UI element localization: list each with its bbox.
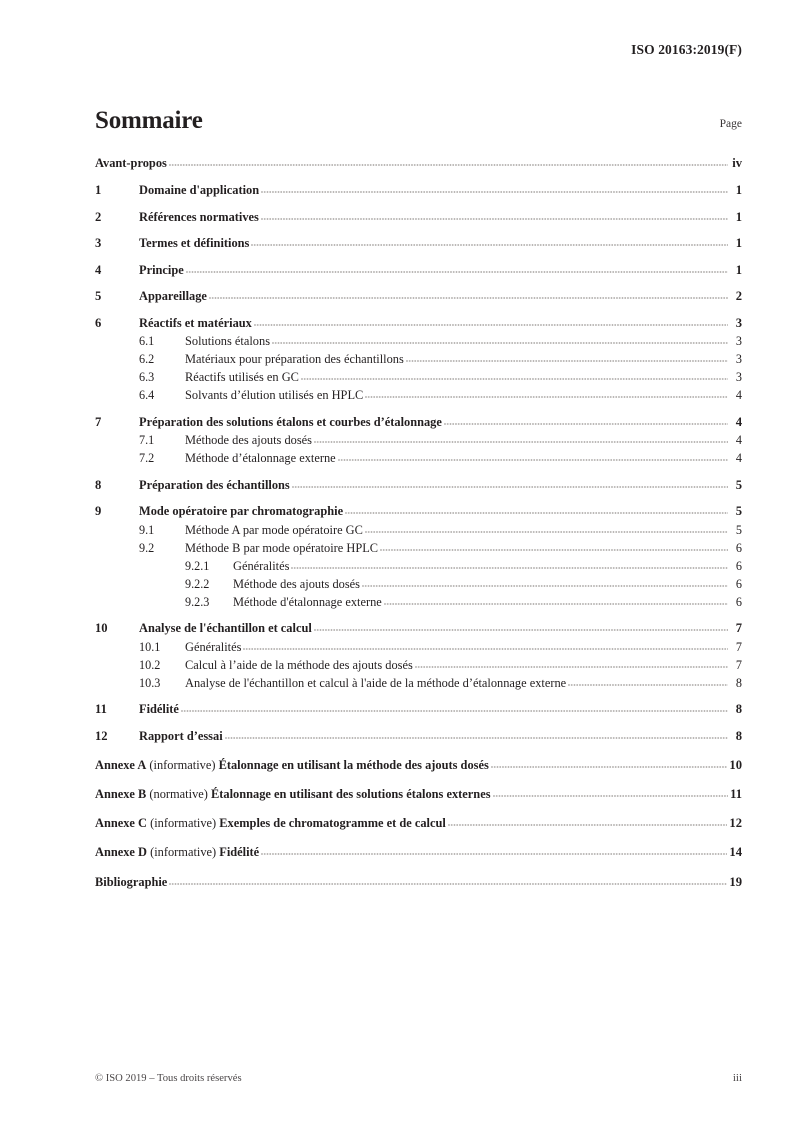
toc-entry-clause-11[interactable] xyxy=(95,701,742,716)
toc-entry-page: 19 xyxy=(729,874,742,889)
toc-entry-page: 4 xyxy=(735,433,742,448)
toc-entry-label: Avant-propos xyxy=(95,156,167,171)
toc-entry-number: 5 xyxy=(95,289,102,304)
toc-entry-label: Rapport d’essai xyxy=(139,728,223,743)
dot-leader xyxy=(272,333,728,345)
toc-entry-clause-6-2[interactable] xyxy=(95,351,742,366)
toc-entry-label: Mode opératoire par chromatographie xyxy=(139,504,344,519)
toc-entry-page: 1 xyxy=(735,262,742,277)
toc-entry-label: Généralités xyxy=(233,558,290,573)
dot-leader xyxy=(169,873,727,885)
toc-entry-label: Appareillage xyxy=(139,289,207,304)
dot-leader xyxy=(291,557,728,569)
annex-name: Annexe D xyxy=(95,845,147,860)
toc-entry-label: Solvants d’élution utilisés en HPLC xyxy=(185,388,364,403)
toc-entry-page: 3 xyxy=(735,352,742,367)
dot-leader xyxy=(406,351,728,363)
toc-entry-page: 8 xyxy=(735,702,742,717)
page-footer xyxy=(95,1072,742,1084)
annex-kind: (informative) xyxy=(149,757,216,772)
toc-entry-number: 3 xyxy=(95,236,102,251)
toc-entry-clause-6-1[interactable] xyxy=(95,333,742,348)
toc-entry-clause-6[interactable] xyxy=(95,314,742,329)
toc-entry-number: 9 xyxy=(95,504,102,519)
toc-entry-clause-7-2[interactable] xyxy=(95,450,742,465)
dot-leader xyxy=(261,844,727,856)
toc-entry-clause-9-1[interactable] xyxy=(95,522,742,537)
toc-entry-clause-10-3[interactable] xyxy=(95,674,742,689)
toc-entry-number: 6.2 xyxy=(139,352,155,367)
toc-entry-label: Bibliographie xyxy=(95,874,168,889)
toc-entry-annexe-d[interactable] xyxy=(95,844,742,859)
toc-entry-clause-9-2-2[interactable] xyxy=(95,575,742,590)
dot-leader xyxy=(186,261,728,273)
toc-entry-clause-9-2-1[interactable] xyxy=(95,557,742,572)
toc-entry-number: 2 xyxy=(95,209,102,224)
toc-entry-clause-1[interactable] xyxy=(95,182,742,197)
dot-leader xyxy=(380,539,728,551)
dot-leader xyxy=(365,387,728,399)
toc-entry-page: 6 xyxy=(735,540,742,555)
toc-entry-label: Termes et définitions xyxy=(139,236,250,251)
toc-entry-page: 7 xyxy=(735,621,742,636)
toc-entry-clause-3[interactable] xyxy=(95,235,742,250)
annex-name: Annexe B xyxy=(95,787,147,802)
dot-leader xyxy=(243,638,728,650)
toc-entry-clause-4[interactable] xyxy=(95,261,742,276)
toc-entry-page: 14 xyxy=(729,845,742,860)
toc-entry-page: iv xyxy=(732,156,742,171)
document-reference-header: ISO 20163:2019(F) xyxy=(631,42,742,57)
toc-entry-number: 6.1 xyxy=(139,334,155,349)
copyright-notice: © ISO 2019 – Tous droits réservés xyxy=(95,1073,242,1084)
toc-entry-number: 4 xyxy=(95,262,102,277)
toc-entry-number: 10 xyxy=(95,621,108,636)
toc-entry-page: 7 xyxy=(735,657,742,672)
dot-leader xyxy=(254,314,728,326)
annex-name: Annexe A xyxy=(95,757,147,772)
dot-leader xyxy=(181,701,728,713)
toc-entry-page: 5 xyxy=(735,477,742,492)
toc-entry-label: Principe xyxy=(139,262,184,277)
toc-entry-label: Généralités xyxy=(185,639,242,654)
toc-entry-page: 3 xyxy=(735,334,742,349)
toc-entry-page: 3 xyxy=(735,315,742,330)
toc-entry-clause-12[interactable] xyxy=(95,727,742,742)
toc-entry-page: 6 xyxy=(735,558,742,573)
annex-kind: (informative) xyxy=(150,816,217,831)
toc-entry-clause-9[interactable] xyxy=(95,503,742,518)
toc-entry-number: 9.2.3 xyxy=(185,594,210,609)
dot-leader xyxy=(415,656,728,668)
toc-entry-annexe-c[interactable] xyxy=(95,815,742,830)
toc-entry-number: 1 xyxy=(95,182,102,197)
toc-entry-label: Fidélité xyxy=(139,702,179,717)
toc-entry-number: 10.3 xyxy=(139,675,161,690)
toc-entry-page: 5 xyxy=(735,504,742,519)
toc-entry-label: Méthode des ajouts dosés xyxy=(233,576,360,591)
toc-entry-clause-6-3[interactable] xyxy=(95,369,742,384)
toc-entry-label: Méthode d’étalonnage externe xyxy=(185,451,336,466)
dot-leader xyxy=(338,450,728,462)
toc-entry-number: 11 xyxy=(95,702,107,717)
toc-entry-number: 9.2 xyxy=(139,540,155,555)
dot-leader xyxy=(365,522,728,534)
toc-entry-page: 10 xyxy=(729,757,742,772)
dot-leader xyxy=(209,288,728,300)
toc-entry-label: Analyse de l'échantillon et calcul à l'aide de la méthode d’étalonnage externe xyxy=(185,675,567,690)
toc-entry-avant-propos[interactable] xyxy=(95,155,742,170)
dot-leader xyxy=(314,432,728,444)
toc-entry-page: 2 xyxy=(735,289,742,304)
toc-entry-number: 7 xyxy=(95,414,102,429)
annex-title: Étalonnage en utilisant la méthode des ajouts dosés xyxy=(218,757,489,772)
toc-entry-page: 8 xyxy=(735,728,742,743)
dot-leader xyxy=(225,727,728,739)
dot-leader xyxy=(169,155,728,167)
toc-entry-page: 6 xyxy=(735,576,742,591)
toc-entry-label: Références normatives xyxy=(139,209,259,224)
toc-entry-number: 7.2 xyxy=(139,451,155,466)
dot-leader xyxy=(493,786,728,798)
toc-entry-number: 9.2.1 xyxy=(185,558,210,573)
dot-leader xyxy=(261,182,728,194)
toc-entry-clause-2[interactable] xyxy=(95,208,742,223)
toc-entry-label: Méthode d'étalonnage externe xyxy=(233,594,382,609)
toc-entry-page: 1 xyxy=(735,209,742,224)
annex-kind: (normative) xyxy=(149,787,208,802)
toc-entry-number: 6.4 xyxy=(139,388,155,403)
dot-leader xyxy=(261,208,728,220)
annex-kind: (informative) xyxy=(150,845,217,860)
toc-entry-number: 10.2 xyxy=(139,657,161,672)
page-folio: iii xyxy=(732,1072,742,1084)
toc-entry-label: Domaine d'application xyxy=(139,182,260,197)
page-column-header: Page xyxy=(719,118,742,130)
toc-entry-label: Réactifs utilisés en GC xyxy=(185,370,299,385)
toc-entry-clause-10-2[interactable] xyxy=(95,656,742,671)
toc-entry-number: 9.1 xyxy=(139,522,155,537)
toc-entry-label: Préparation des solutions étalons et courbes d’étalonnage xyxy=(139,414,442,429)
dot-leader xyxy=(384,593,728,605)
toc-entry-page: 4 xyxy=(735,388,742,403)
toc-entry-clause-9-2-3[interactable] xyxy=(95,593,742,608)
toc-entry-page: 4 xyxy=(735,414,742,429)
toc-entry-number: 9.2.2 xyxy=(185,576,210,591)
toc-entry-number: 8 xyxy=(95,477,102,492)
toc-entry-clause-9-2[interactable] xyxy=(95,539,742,554)
dot-leader xyxy=(314,620,728,632)
toc-entry-page: 6 xyxy=(735,594,742,609)
toc-entry-page: 11 xyxy=(730,787,742,802)
toc-entry-page: 7 xyxy=(735,639,742,654)
toc-entry-number: 12 xyxy=(95,728,108,743)
toc-entry-page: 5 xyxy=(735,522,742,537)
dot-leader xyxy=(251,235,728,247)
page-title: Sommaire xyxy=(95,107,203,134)
annex-title: Exemples de chromatogramme et de calcul xyxy=(219,816,446,831)
toc-entry-page: 12 xyxy=(729,816,742,831)
toc-entry-label: Méthode A par mode opératoire GC xyxy=(185,522,363,537)
table-of-contents xyxy=(95,155,742,888)
dot-leader xyxy=(568,674,728,686)
toc-entry-page: 1 xyxy=(735,236,742,251)
toc-entry-label: Matériaux pour préparation des échantillons xyxy=(185,352,404,367)
toc-entry-page: 8 xyxy=(735,675,742,690)
toc-entry-number: 6.3 xyxy=(139,370,155,385)
dot-leader xyxy=(444,413,728,425)
dot-leader xyxy=(491,757,728,769)
dot-leader xyxy=(448,815,728,827)
toc-entry-number: 7.1 xyxy=(139,433,155,448)
dot-leader xyxy=(301,369,728,381)
toc-entry-number: 6 xyxy=(95,315,102,330)
annex-title: Étalonnage en utilisant des solutions étalons externes xyxy=(211,787,491,802)
toc-entry-clause-5[interactable] xyxy=(95,288,742,303)
toc-entry-clause-7[interactable] xyxy=(95,413,742,428)
toc-entry-bibliographie[interactable] xyxy=(95,873,742,888)
toc-entry-clause-7-1[interactable] xyxy=(95,432,742,447)
dot-leader xyxy=(362,575,728,587)
toc-entry-page: 3 xyxy=(735,370,742,385)
toc-entry-annexe-b[interactable] xyxy=(95,786,742,801)
toc-entry-clause-10-1[interactable] xyxy=(95,638,742,653)
toc-entry-page: 1 xyxy=(735,182,742,197)
dot-leader xyxy=(345,503,728,515)
dot-leader xyxy=(292,476,728,488)
toc-entry-clause-10[interactable] xyxy=(95,620,742,635)
toc-entry-label: Méthode des ajouts dosés xyxy=(185,433,312,448)
toc-entry-page: 4 xyxy=(735,451,742,466)
toc-entry-label: Solutions étalons xyxy=(185,334,271,349)
annex-title: Fidélité xyxy=(219,845,260,860)
toc-entry-label: Méthode B par mode opératoire HPLC xyxy=(185,540,379,555)
toc-entry-label: Réactifs et matériaux xyxy=(139,315,252,330)
annex-name: Annexe C xyxy=(95,816,147,831)
toc-entry-clause-6-4[interactable] xyxy=(95,387,742,402)
toc-entry-number: 10.1 xyxy=(139,639,161,654)
toc-title-row xyxy=(95,108,742,133)
toc-entry-label: Analyse de l'échantillon et calcul xyxy=(139,621,312,636)
toc-entry-label: Préparation des échantillons xyxy=(139,477,290,492)
toc-entry-clause-8[interactable] xyxy=(95,476,742,491)
toc-entry-annexe-a[interactable] xyxy=(95,757,742,772)
toc-entry-label: Calcul à l’aide de la méthode des ajouts dosés xyxy=(185,657,413,672)
